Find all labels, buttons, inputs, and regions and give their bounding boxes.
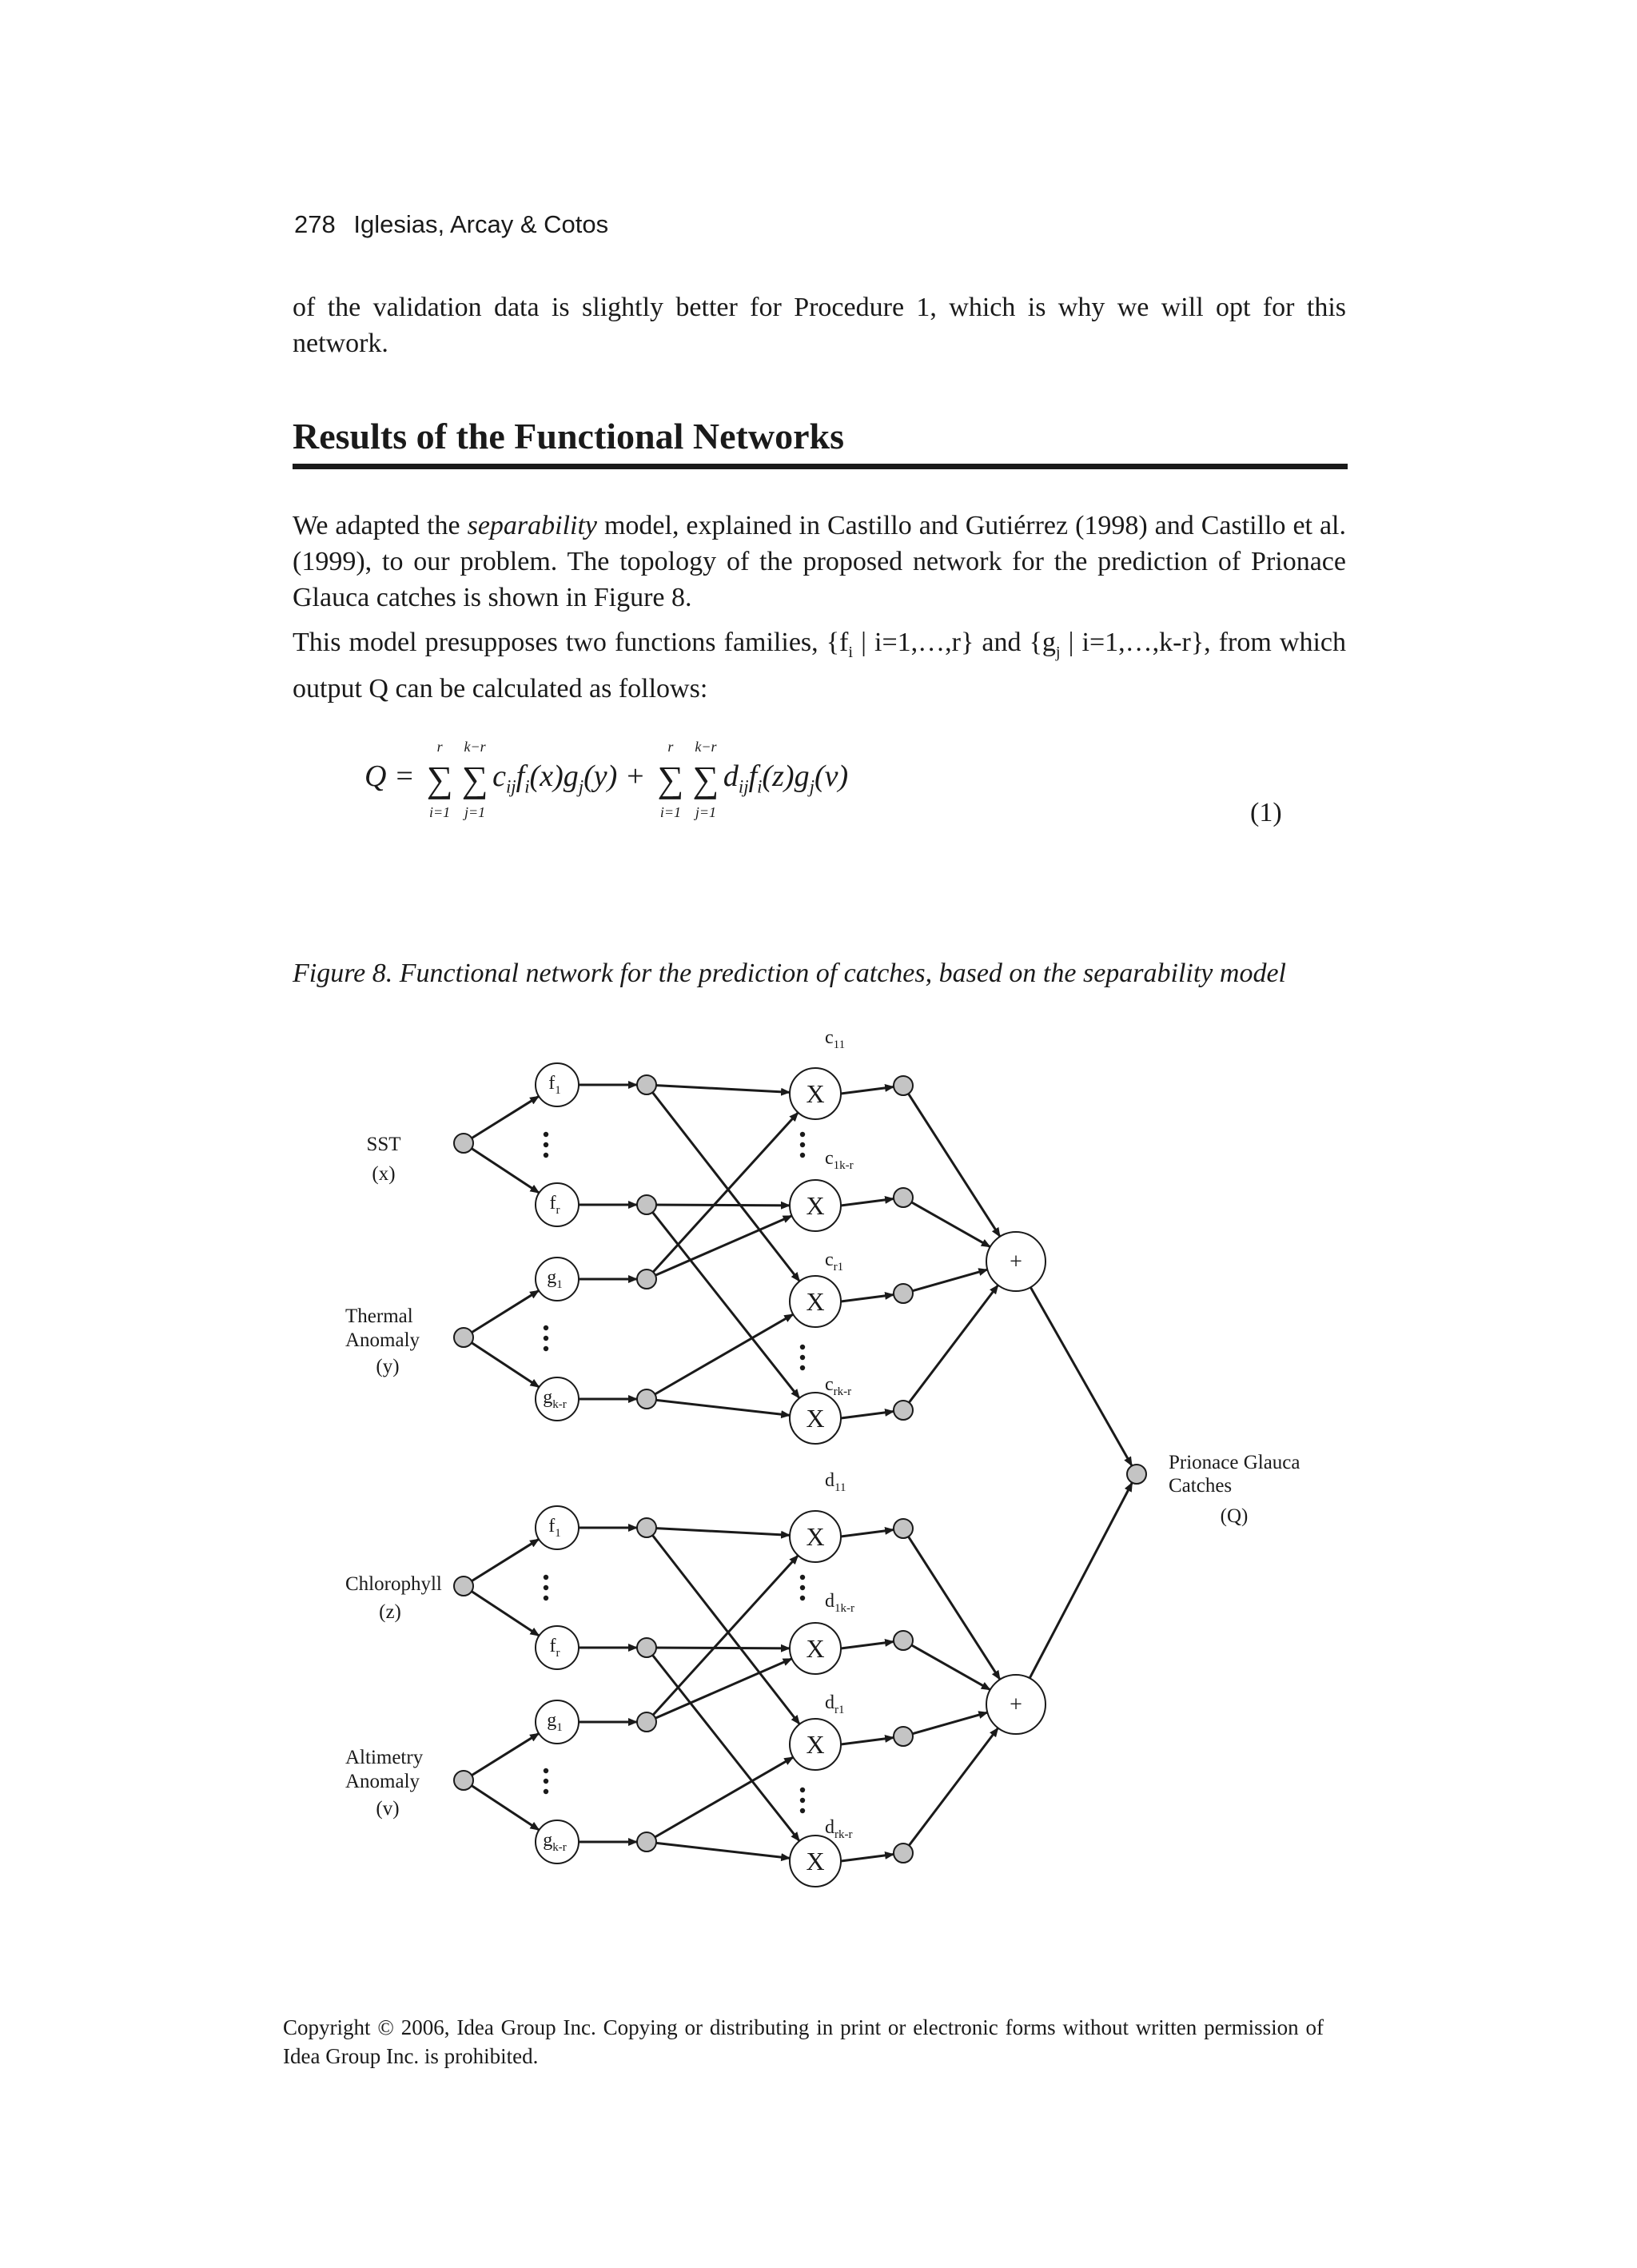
- edge-arrow: [841, 1199, 894, 1206]
- vertical-ellipsis: [544, 1336, 548, 1341]
- vertical-ellipsis: [544, 1153, 548, 1158]
- intermediate-node: [637, 1195, 656, 1214]
- term-end: (v): [814, 759, 849, 794]
- paragraph-3-sub-2: j: [1055, 643, 1061, 661]
- edge-arrow: [841, 1412, 894, 1418]
- vertical-ellipsis: [800, 1355, 805, 1360]
- func-g: (z)g: [762, 759, 810, 794]
- edge-arrow: [647, 1216, 792, 1279]
- func-g-sub: j: [578, 776, 584, 797]
- vertical-ellipsis: [544, 1575, 548, 1580]
- intermediate-node: [637, 1518, 656, 1537]
- edge-arrow: [464, 1586, 539, 1636]
- sum-node-label: +: [1010, 1692, 1022, 1717]
- vertical-ellipsis: [544, 1325, 548, 1330]
- coefficient-label: $d_{11}$: [825, 1470, 846, 1494]
- coef-d: d: [723, 759, 739, 794]
- edge-arrow: [647, 1556, 798, 1722]
- copyright-notice: Copyright © 2006, Idea Group Inc. Copying or distributing in print or electronic forms without written permission of Idea Group Inc. is prohibited.: [283, 2015, 1324, 2068]
- vertical-ellipsis: [800, 1132, 805, 1137]
- vertical-ellipsis: [544, 1585, 548, 1590]
- input-label-thermal: Thermal: [345, 1305, 413, 1327]
- intermediate-node: [637, 1832, 656, 1851]
- product-output-node: [894, 1631, 913, 1650]
- edge-arrow: [464, 1780, 539, 1830]
- input-node: [454, 1576, 473, 1596]
- vertical-ellipsis: [800, 1153, 805, 1158]
- edge-arrow: [903, 1086, 1000, 1237]
- equation-lhs: Q =: [364, 759, 415, 794]
- input-label-chlorophyll: (z): [379, 1601, 401, 1623]
- page-number: 278: [294, 210, 336, 238]
- vertical-ellipsis: [544, 1789, 548, 1794]
- sum-upper-limit: r: [667, 739, 674, 755]
- vertical-ellipsis: [800, 1788, 805, 1792]
- function-node-label: $g_1$: [547, 1710, 563, 1734]
- vertical-ellipsis: [544, 1768, 548, 1773]
- coefficient-label: $c_{r1}$: [825, 1250, 844, 1274]
- coefficient-label: $d_{r1}$: [825, 1692, 845, 1716]
- sum-upper-limit: r: [436, 739, 443, 755]
- edge-arrow: [647, 1528, 790, 1535]
- vertical-ellipsis: [800, 1596, 805, 1600]
- product-output-node: [894, 1076, 913, 1095]
- vertical-ellipsis: [800, 1585, 805, 1590]
- coefficient-label: $c_{11}$: [825, 1027, 846, 1051]
- sum-upper-limit: k−r: [695, 739, 717, 755]
- paragraph-2-end: model, explained in Castillo and Gutiérrez (1998) and Castillo et al. (1999), to our problem. The topology of the proposed network for the prediction of Prionace Glauca catches is shown in Figure 8.: [293, 511, 1346, 612]
- product-node-label: X: [806, 1191, 825, 1220]
- vertical-ellipsis: [544, 1779, 548, 1784]
- function-node-label: $f_r$: [549, 1636, 560, 1660]
- input-label-thermal: (y): [376, 1356, 400, 1377]
- product-output-node: [894, 1401, 913, 1420]
- vertical-ellipsis: [544, 1132, 548, 1137]
- coef-c-sub: ij: [505, 776, 516, 797]
- func-g-sub: j: [809, 776, 815, 797]
- vertical-ellipsis: [800, 1365, 805, 1370]
- term-end: (y) +: [584, 759, 646, 794]
- function-node-label: $f_1$: [548, 1073, 561, 1097]
- edge-arrow: [1016, 1262, 1132, 1466]
- vertical-ellipsis: [800, 1345, 805, 1349]
- edge-arrow: [903, 1270, 987, 1293]
- sum-symbol-outer-2: r ∑ i=1: [653, 758, 688, 800]
- input-label-altimetry: Altimetry: [345, 1747, 424, 1768]
- edge-arrow: [903, 1285, 998, 1410]
- edge-arrow: [647, 1085, 790, 1092]
- sum-lower-limit: j=1: [695, 804, 716, 820]
- edge-arrow: [903, 1640, 990, 1690]
- func-f: f: [516, 759, 525, 794]
- vertical-ellipsis: [544, 1346, 548, 1351]
- edge-arrow: [841, 1295, 894, 1301]
- paragraph-3-sub-1: i: [848, 643, 854, 661]
- input-label-sst: (x): [372, 1163, 396, 1185]
- product-node-label: X: [806, 1287, 825, 1316]
- output-node: [1127, 1465, 1146, 1484]
- edge-arrow: [903, 1529, 1000, 1680]
- sum-node-label: +: [1010, 1250, 1022, 1274]
- func-f: f: [748, 759, 758, 794]
- edge-arrow: [647, 1113, 798, 1279]
- product-output-node: [894, 1727, 913, 1746]
- vertical-ellipsis: [800, 1575, 805, 1580]
- vertical-ellipsis: [800, 1808, 805, 1813]
- edge-arrow: [647, 1648, 799, 1841]
- vertical-ellipsis: [800, 1142, 805, 1147]
- function-node-label: $f_r$: [549, 1193, 560, 1217]
- vertical-ellipsis: [544, 1596, 548, 1600]
- edge-arrow: [647, 1399, 790, 1415]
- input-node: [454, 1328, 473, 1347]
- coef-c: c: [492, 759, 506, 794]
- edge-arrow: [464, 1337, 539, 1387]
- coefficient-label: $c_{rk-r}$: [825, 1374, 852, 1398]
- input-label-thermal: Anomaly: [345, 1329, 420, 1351]
- func-f-sub: i: [757, 776, 763, 797]
- paragraph-3-part-3: | i=1,…,k-r}, from which output Q can be calculated as follows:: [293, 628, 1346, 704]
- edge-arrow: [1016, 1483, 1132, 1704]
- paragraph-2-start: We adapted the: [293, 511, 468, 540]
- edge-arrow: [647, 1314, 793, 1399]
- edge-arrow: [841, 1738, 894, 1744]
- vertical-ellipsis: [544, 1142, 548, 1147]
- coefficient-label: $c_{1k-r}$: [825, 1148, 854, 1172]
- product-node-label: X: [806, 1404, 825, 1433]
- network-nodes: [454, 1063, 1146, 1887]
- func-f-sub: i: [524, 776, 530, 797]
- edge-arrow: [464, 1290, 539, 1337]
- equation-number: (1): [1250, 798, 1282, 827]
- network-labels: [345, 1027, 1300, 1875]
- output-label: Prionace Glauca: [1169, 1452, 1300, 1473]
- product-node-label: X: [806, 1847, 825, 1875]
- intermediate-node: [637, 1638, 656, 1657]
- product-output-node: [894, 1843, 913, 1863]
- input-label-altimetry: Anomaly: [345, 1771, 420, 1792]
- edge-arrow: [841, 1530, 894, 1537]
- edge-arrow: [464, 1143, 539, 1193]
- figure-caption: Figure 8. Functional network for the prediction of catches, based on the separability model: [293, 959, 1286, 988]
- input-label-chlorophyll: Chlorophyll: [345, 1573, 442, 1595]
- coefficient-label: $d_{rk-r}$: [825, 1817, 853, 1841]
- coef-d-sub: ij: [738, 776, 749, 797]
- product-node-label: X: [806, 1079, 825, 1108]
- edge-arrow: [647, 1085, 799, 1281]
- product-node-label: X: [806, 1634, 825, 1663]
- function-node-label: $f_1$: [548, 1516, 561, 1540]
- edge-arrow: [903, 1728, 998, 1853]
- intermediate-node: [637, 1075, 656, 1094]
- paragraph-3-part-1: This model presupposes two functions families, {f: [293, 628, 849, 657]
- input-label-sst: SST: [366, 1134, 401, 1155]
- edge-arrow: [647, 1205, 799, 1398]
- function-node-label: $g_{k-r}$: [543, 1830, 567, 1854]
- product-output-node: [894, 1284, 913, 1303]
- output-label: Catches: [1169, 1475, 1233, 1497]
- vertical-ellipsis: [800, 1798, 805, 1803]
- paragraph-1: of the validation data is slightly better for Procedure 1, which is why we will opt for this network.: [293, 293, 1346, 358]
- edge-arrow: [903, 1198, 990, 1247]
- function-node-label: $g_{k-r}$: [543, 1387, 567, 1411]
- product-node-label: X: [806, 1522, 825, 1551]
- sum-symbol-outer-1: r ∑ i=1: [422, 758, 457, 800]
- product-node-label: X: [806, 1730, 825, 1759]
- function-node-label: $g_1$: [547, 1267, 563, 1291]
- sum-lower-limit: i=1: [659, 804, 681, 820]
- product-output-node: [894, 1519, 913, 1538]
- output-label: (Q): [1220, 1505, 1249, 1527]
- edge-arrow: [647, 1842, 790, 1858]
- edge-arrow: [464, 1733, 539, 1780]
- edge-arrow: [841, 1087, 894, 1094]
- intermediate-node: [637, 1270, 656, 1289]
- sum-upper-limit: k−r: [464, 739, 486, 755]
- paragraph-2-emphasis: separability: [467, 511, 598, 540]
- edge-arrow: [647, 1528, 799, 1724]
- intermediate-node: [637, 1712, 656, 1732]
- edge-arrow: [841, 1855, 894, 1861]
- edge-arrow: [903, 1712, 987, 1736]
- edge-arrow: [647, 1757, 793, 1842]
- edge-arrow: [647, 1205, 790, 1206]
- edge-arrow: [464, 1539, 539, 1586]
- edge-arrow: [464, 1096, 539, 1143]
- section-heading: Results of the Functional Networks: [293, 413, 1348, 469]
- input-node: [454, 1134, 473, 1153]
- product-output-node: [894, 1188, 913, 1207]
- sum-lower-limit: i=1: [429, 804, 451, 820]
- input-node: [454, 1771, 473, 1790]
- edge-arrow: [647, 1659, 792, 1722]
- paragraph-3-part-2: | i=1,…,r} and {g: [853, 628, 1056, 657]
- sum-symbol-inner-1: k−r ∑ j=1: [457, 758, 492, 800]
- sum-lower-limit: j=1: [464, 804, 486, 820]
- running-head-authors: Iglesias, Arcay & Cotos: [353, 210, 609, 238]
- intermediate-node: [637, 1389, 656, 1409]
- coefficient-label: $d_{1k-r}$: [825, 1591, 854, 1615]
- edge-arrow: [841, 1642, 894, 1648]
- sum-symbol-inner-2: k−r ∑ j=1: [688, 758, 723, 800]
- input-label-altimetry: (v): [376, 1798, 400, 1820]
- func-g: (x)g: [529, 759, 579, 794]
